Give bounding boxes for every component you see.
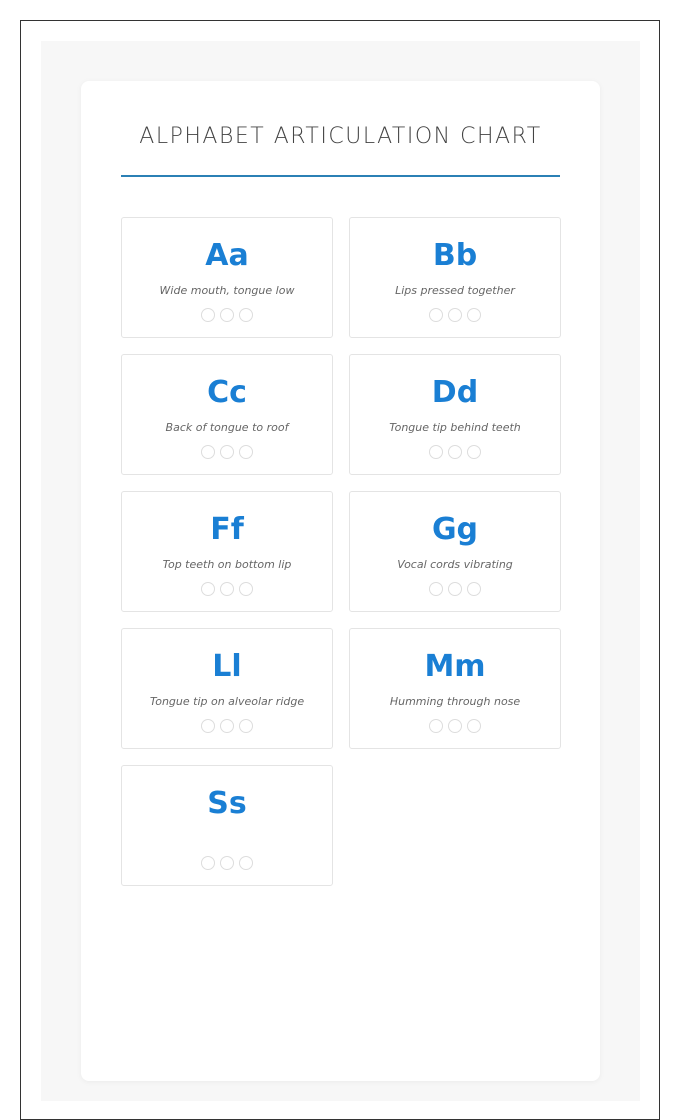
chart-sheet	[81, 81, 600, 1081]
letter-glyph: Ll	[212, 649, 242, 684]
articulation-description: Top teeth on bottom lip	[162, 558, 292, 571]
letter-card-l[interactable]	[121, 628, 333, 749]
letter-glyph: Ff	[210, 512, 244, 547]
letter-card-d[interactable]	[349, 354, 561, 475]
practice-dot-3[interactable]	[239, 719, 253, 733]
practice-dot-2[interactable]	[448, 719, 462, 733]
articulation-description: Tongue tip on alveolar ridge	[149, 695, 305, 708]
practice-dot-2[interactable]	[220, 719, 234, 733]
practice-dot-1[interactable]	[201, 445, 215, 459]
letter-card-a[interactable]	[121, 217, 333, 338]
letter-glyph: Mm	[424, 649, 486, 684]
letter-card-m[interactable]	[349, 628, 561, 749]
practice-dot-1[interactable]	[429, 719, 443, 733]
articulation-description: Vocal cords vibrating	[397, 558, 513, 571]
practice-dot-3[interactable]	[467, 308, 481, 322]
practice-dot-3[interactable]	[467, 719, 481, 733]
practice-dots	[350, 582, 560, 596]
letter-card-s[interactable]	[121, 765, 333, 886]
practice-dots	[122, 719, 332, 733]
letter-glyph: Dd	[431, 375, 479, 410]
practice-dot-2[interactable]	[220, 856, 234, 870]
practice-dot-3[interactable]	[239, 582, 253, 596]
practice-dots	[122, 308, 332, 322]
articulation-description: Wide mouth, tongue low	[159, 284, 295, 297]
practice-dots	[350, 445, 560, 459]
letter-card-g[interactable]	[349, 491, 561, 612]
practice-dot-2[interactable]	[220, 445, 234, 459]
letter-card-b[interactable]	[349, 217, 561, 338]
title-divider	[121, 175, 560, 177]
practice-dot-2[interactable]	[448, 582, 462, 596]
articulation-description: Back of tongue to roof	[165, 421, 289, 434]
practice-dot-1[interactable]	[429, 308, 443, 322]
practice-dot-1[interactable]	[429, 582, 443, 596]
letter-glyph: Bb	[432, 238, 478, 273]
practice-dot-2[interactable]	[220, 582, 234, 596]
letter-glyph: Gg	[431, 512, 479, 547]
practice-dot-1[interactable]	[201, 582, 215, 596]
page-backdrop	[41, 41, 640, 1101]
practice-dot-3[interactable]	[467, 445, 481, 459]
practice-dot-1[interactable]	[201, 719, 215, 733]
letter-glyph: Aa	[205, 238, 249, 273]
practice-dot-2[interactable]	[448, 308, 462, 322]
letter-glyph: Cc	[207, 375, 247, 410]
practice-dot-3[interactable]	[239, 308, 253, 322]
letter-glyph: Ss	[207, 786, 247, 821]
practice-dot-1[interactable]	[201, 856, 215, 870]
practice-dots	[122, 856, 332, 870]
practice-dot-1[interactable]	[429, 445, 443, 459]
letter-card-f[interactable]	[121, 491, 333, 612]
letter-card-c[interactable]	[121, 354, 333, 475]
practice-dots	[122, 582, 332, 596]
practice-dot-1[interactable]	[201, 308, 215, 322]
practice-dots	[350, 308, 560, 322]
articulation-description: Tongue tip behind teeth	[389, 421, 521, 434]
practice-dot-3[interactable]	[467, 582, 481, 596]
articulation-description: Humming through nose	[389, 695, 521, 708]
page-frame	[20, 20, 660, 1120]
practice-dots	[122, 445, 332, 459]
practice-dot-2[interactable]	[448, 445, 462, 459]
practice-dot-3[interactable]	[239, 856, 253, 870]
articulation-description: Lips pressed together	[395, 284, 515, 297]
letter-grid	[121, 217, 561, 886]
practice-dots	[350, 719, 560, 733]
practice-dot-2[interactable]	[220, 308, 234, 322]
page-title: ALPHABET ARTICULATION CHART	[139, 124, 542, 149]
practice-dot-3[interactable]	[239, 445, 253, 459]
